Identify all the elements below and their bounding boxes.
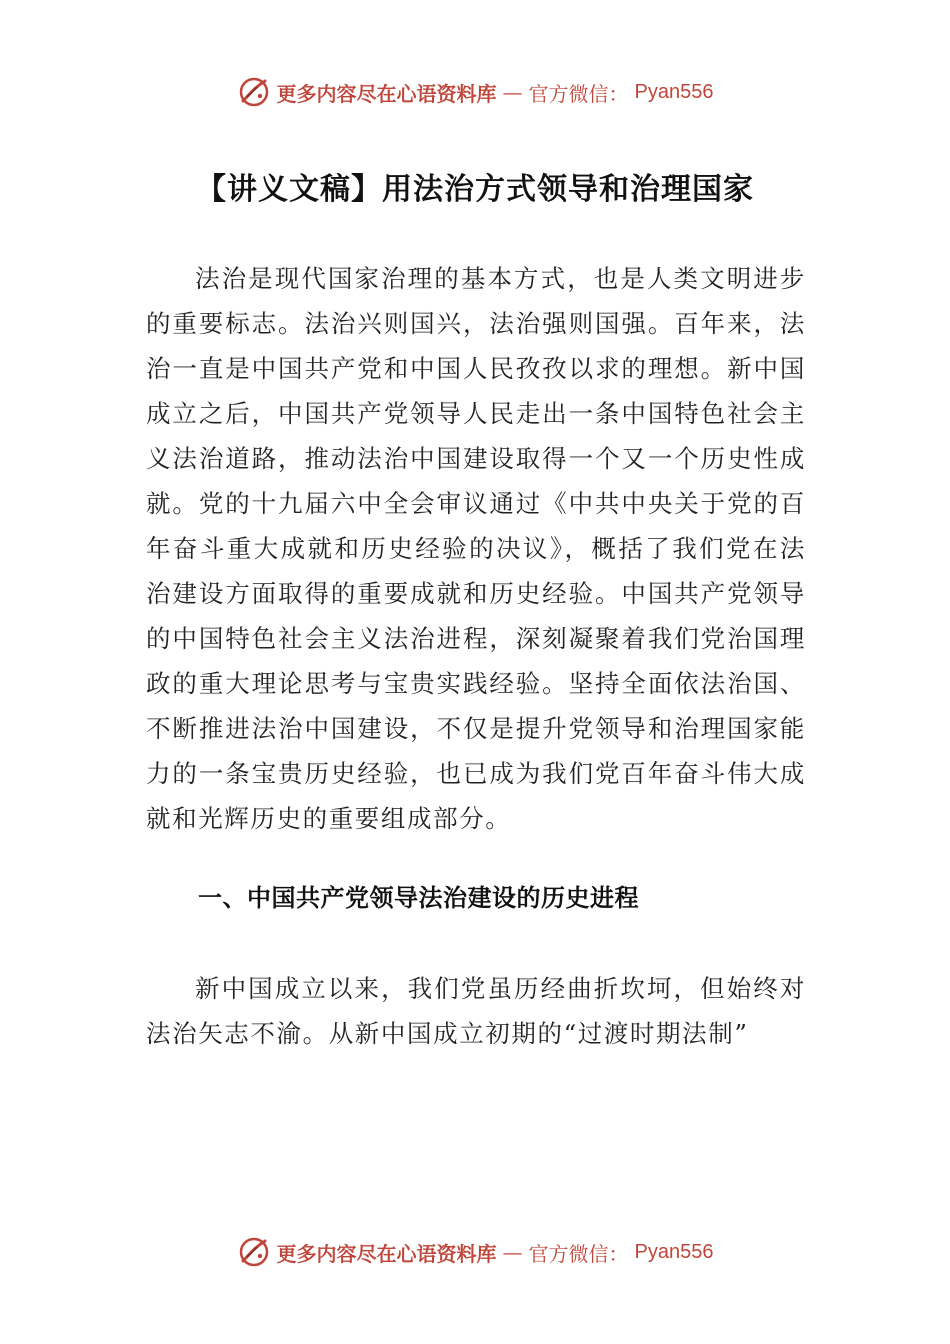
pen-signature-logo-icon	[237, 1235, 271, 1269]
promo-text: 更多内容尽在心语资料库	[276, 1241, 497, 1266]
footer-watermark-banner	[0, 1232, 950, 1272]
wechat-label: 官方微信：	[528, 1241, 629, 1266]
wechat-id: Pyan556	[634, 80, 714, 103]
section-paragraph: 新中国成立以来，我们党虽历经曲折坎坷，但始终对法治矢志不渝。从新中国成立初期的“过渡时期法制”	[146, 974, 806, 1048]
document-title: 【讲义文稿】用法治方式领导和治理国家	[196, 172, 754, 207]
intro-paragraph: 法治是现代国家治理的基本方式，也是人类文明进步的重要标志。法治兴则国兴，法治强则国强。百年来，法治一直是中国共产党和中国人民孜孜以求的理想。新中国成立之后，中国共产党领导人民走出一条中国特色社会主义法治道路，推动法治中国建设取得一个又一个历史性成就。党的十九届六中全会审议通过《中共中央关于党的百年奋斗重大成就和历史经验的决议》，概括了我们党在法治建设方面取得的重要成就和历史经验。中国共产党领导的中国特色社会主义法治进程，深刻凝聚着我们党治国理政的重大理论思考与宝贵实践经验。坚持全面依法治国、不断推进法治中国建设，不仅是提升党领导和治理国家能力的一条宝贵历史经验，也已成为我们党百年奋斗伟大成就和光辉历史的重要组成部分。	[146, 264, 806, 833]
pen-signature-logo-icon	[237, 75, 271, 109]
wechat-label: 官方微信：	[528, 81, 629, 106]
promo-separator: —	[502, 80, 523, 104]
promo-separator: —	[502, 1240, 523, 1264]
wechat-id: Pyan556	[634, 1240, 714, 1263]
section-heading: 一、中国共产党领导法治建设的历史进程	[198, 884, 639, 912]
header-watermark-banner	[0, 72, 950, 112]
promo-text: 更多内容尽在心语资料库	[276, 81, 497, 106]
